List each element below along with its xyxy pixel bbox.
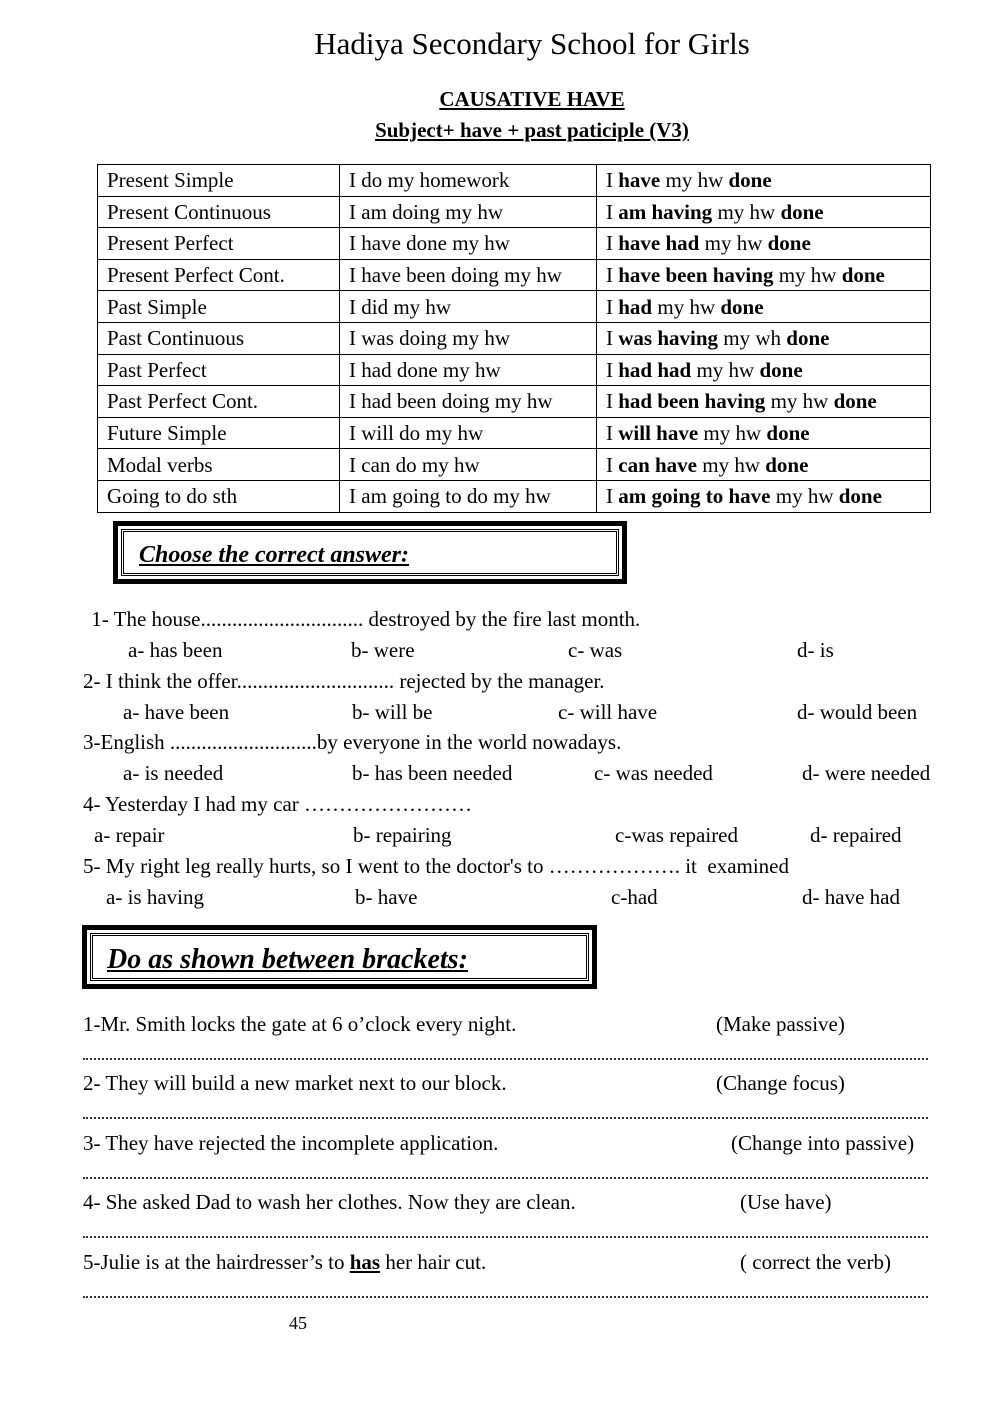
- answer-line[interactable]: [83, 1058, 928, 1060]
- active-cell: I do my homework: [340, 165, 597, 197]
- object: my hw: [770, 484, 839, 509]
- subject: I: [606, 168, 619, 193]
- causative-cell: [597, 417, 931, 449]
- tense-cell: Present Simple: [98, 165, 340, 197]
- answer-option[interactable]: a- repair: [94, 823, 165, 847]
- past-participle: done: [765, 452, 809, 477]
- causative-cell: [597, 165, 931, 197]
- exercise-sentence: 3- They have rejected the incomplete application.: [83, 1131, 499, 1155]
- causative-cell: [597, 322, 931, 354]
- object: my hw: [699, 231, 768, 256]
- table-row: [98, 291, 931, 323]
- subject: I: [606, 263, 619, 288]
- answer-option[interactable]: d- repaired: [810, 823, 902, 847]
- causative-cell: [597, 259, 931, 291]
- answer-option[interactable]: a- is needed: [123, 761, 224, 785]
- tense-cell: Going to do sth: [98, 480, 340, 512]
- subject: I: [606, 484, 619, 509]
- instruction-note: (Use have): [740, 1190, 832, 1214]
- causative-table: [97, 164, 931, 513]
- past-participle: done: [841, 263, 885, 288]
- formula-heading: Subject+ have + past paticiple (V3): [375, 118, 689, 142]
- causative-cell: [597, 196, 931, 228]
- object: my hw: [652, 294, 721, 319]
- aux-verb: had: [618, 294, 653, 319]
- instruction-note: ( correct the verb): [740, 1250, 891, 1274]
- sentence-part: 5-Julie is at the hairdresser’s to: [83, 1250, 350, 1274]
- section1-heading-box: [113, 521, 627, 584]
- active-cell: I have been doing my hw: [340, 259, 597, 291]
- table-row: [98, 165, 931, 197]
- section2-heading-box: [82, 925, 597, 989]
- question: 2- I think the offer.............................. rejected by the manager.: [83, 669, 605, 693]
- question: 1- The house............................... destroyed by the fire last month.: [86, 607, 641, 631]
- verb-to-correct: has: [349, 1250, 381, 1274]
- question: 5- My right leg really hurts, so I went to the doctor's to ………………. it examined: [83, 854, 790, 878]
- past-participle: done: [767, 231, 811, 256]
- answer-option[interactable]: c-was repaired: [615, 823, 739, 847]
- subject: I: [606, 326, 619, 351]
- answer-line[interactable]: [83, 1117, 928, 1119]
- table-row: [98, 196, 931, 228]
- answer-option[interactable]: a- has been: [128, 638, 223, 662]
- answer-option[interactable]: a- have been: [123, 700, 230, 724]
- causative-cell: [597, 354, 931, 386]
- active-cell: I did my hw: [340, 291, 597, 323]
- answer-option[interactable]: c- will have: [558, 700, 658, 724]
- active-cell: I had done my hw: [340, 354, 597, 386]
- table-row: [98, 480, 931, 512]
- tense-cell: Modal verbs: [98, 449, 340, 481]
- past-participle: done: [728, 168, 772, 193]
- answer-option[interactable]: d- have had: [802, 885, 900, 909]
- subject: I: [606, 389, 619, 414]
- answer-line[interactable]: [83, 1296, 928, 1298]
- active-cell: I have done my hw: [340, 228, 597, 260]
- exercise-sentence: 4- She asked Dad to wash her clothes. Now they are clean.: [83, 1190, 576, 1214]
- section1-heading: Choose the correct answer:: [139, 542, 409, 568]
- aux-verb: can have: [618, 452, 697, 477]
- table-row: [98, 417, 931, 449]
- tense-cell: Future Simple: [98, 417, 340, 449]
- tense-cell: Past Perfect: [98, 354, 340, 386]
- object: my hw: [765, 389, 834, 414]
- aux-verb: have been having: [618, 263, 774, 288]
- table-row: [98, 386, 931, 418]
- aux-verb: had been having: [618, 389, 766, 414]
- causative-cell: [597, 386, 931, 418]
- table-row: [98, 449, 931, 481]
- object: my hw: [691, 357, 760, 382]
- question: 4- Yesterday I had my car ……………………: [83, 792, 473, 816]
- exercise-sentence: [83, 1250, 486, 1275]
- aux-verb: was having: [618, 326, 719, 351]
- subject: I: [606, 294, 619, 319]
- table-row: [98, 322, 931, 354]
- tense-cell: Present Perfect Cont.: [98, 259, 340, 291]
- past-participle: done: [780, 199, 824, 224]
- table-row: [98, 228, 931, 260]
- instruction-note: (Change into passive): [731, 1131, 915, 1155]
- answer-line[interactable]: [83, 1177, 928, 1179]
- aux-verb: am going to have: [618, 484, 771, 509]
- object: my hw: [712, 199, 781, 224]
- exercise-sentence: 1-Mr. Smith locks the gate at 6 o’clock every night.: [83, 1012, 517, 1036]
- active-cell: I am going to do my hw: [340, 480, 597, 512]
- past-participle: done: [786, 326, 830, 351]
- instruction-note: (Change focus): [716, 1071, 845, 1095]
- causative-cell: [597, 291, 931, 323]
- active-cell: I am doing my hw: [340, 196, 597, 228]
- past-participle: done: [720, 294, 764, 319]
- answer-option[interactable]: b- have: [355, 885, 418, 909]
- answer-option[interactable]: b- will be: [352, 700, 433, 724]
- object: my hw: [773, 263, 842, 288]
- past-participle: done: [759, 357, 803, 382]
- subject: I: [606, 231, 619, 256]
- causative-cell: [597, 449, 931, 481]
- exercise-sentence: 2- They will build a new market next to our block.: [83, 1071, 507, 1095]
- section2-heading: Do as shown between brackets:: [107, 944, 468, 975]
- past-participle: done: [766, 421, 810, 446]
- causative-cell: [597, 228, 931, 260]
- instruction-note: (Make passive): [716, 1012, 845, 1036]
- aux-verb: had had: [618, 357, 692, 382]
- tense-cell: Past Simple: [98, 291, 340, 323]
- aux-verb: have: [618, 168, 661, 193]
- object: my hw: [660, 168, 729, 193]
- tense-cell: Past Perfect Cont.: [98, 386, 340, 418]
- causative-cell: [597, 480, 931, 512]
- page-number: 45: [289, 1313, 307, 1333]
- past-participle: done: [833, 389, 877, 414]
- subject: I: [606, 421, 619, 446]
- subject: I: [606, 452, 619, 477]
- subject: I: [606, 199, 619, 224]
- active-cell: I will do my hw: [340, 417, 597, 449]
- answer-line[interactable]: [83, 1236, 928, 1238]
- past-participle: done: [838, 484, 882, 509]
- answer-option[interactable]: b- were: [351, 638, 415, 662]
- tense-cell: Past Continuous: [98, 322, 340, 354]
- answer-option[interactable]: c- was needed: [594, 761, 713, 785]
- answer-option[interactable]: d- would been: [797, 700, 918, 724]
- topic-heading: CAUSATIVE HAVE: [439, 87, 625, 111]
- answer-option[interactable]: c-had: [611, 885, 658, 909]
- question: 3-English ............................by everyone in the world nowadays.: [83, 730, 622, 754]
- object: my wh: [718, 326, 787, 351]
- active-cell: I can do my hw: [340, 449, 597, 481]
- answer-option[interactable]: b- has been needed: [352, 761, 513, 785]
- table-row: [98, 259, 931, 291]
- active-cell: I had been doing my hw: [340, 386, 597, 418]
- active-cell: I was doing my hw: [340, 322, 597, 354]
- tense-cell: Present Perfect: [98, 228, 340, 260]
- answer-option[interactable]: a- is having: [106, 885, 204, 909]
- object: my hw: [698, 421, 767, 446]
- sentence-part: her hair cut.: [380, 1250, 487, 1274]
- tense-cell: Present Continuous: [98, 196, 340, 228]
- answer-option[interactable]: d- were needed: [802, 761, 931, 785]
- object: my hw: [697, 452, 766, 477]
- subject: I: [606, 357, 619, 382]
- answer-option[interactable]: d- is: [797, 638, 834, 662]
- table-row: [98, 354, 931, 386]
- answer-option[interactable]: b- repairing: [353, 823, 452, 847]
- answer-option[interactable]: c- was: [568, 638, 623, 662]
- aux-verb: am having: [618, 199, 713, 224]
- school-title: Hadiya Secondary School for Girls: [314, 26, 750, 61]
- aux-verb: have had: [618, 231, 700, 256]
- aux-verb: will have: [618, 421, 699, 446]
